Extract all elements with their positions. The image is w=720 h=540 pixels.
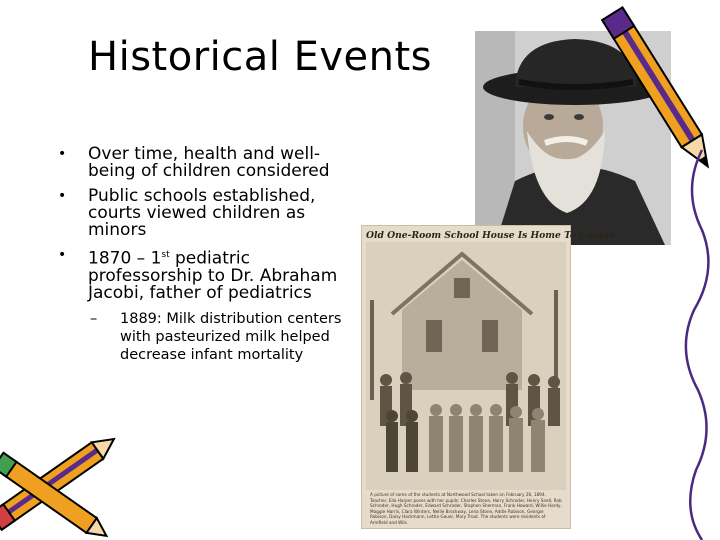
bullet-item bbox=[58, 146, 348, 180]
sub-bullet-text: 1889: Milk distribution centers with pasteurized milk helped decrease infant mortality bbox=[120, 310, 342, 363]
ordinal-superscript: st bbox=[161, 250, 170, 260]
newspaper-clipping bbox=[361, 225, 616, 529]
squiggle-line-icon bbox=[672, 150, 720, 540]
bullet-item bbox=[58, 188, 348, 239]
bullet-text-part: 1870 – 1 bbox=[88, 248, 162, 269]
bullet-marker: • bbox=[58, 247, 67, 263]
clipping-caption: A picture of some of the students at Northwood School taken on February 26, 1894. Teacher, Ella Harper poses with her pupils: Charles Stone, Harry Schroder, Henry Snell, Rob Schroder, Hugh Schroder, Edward Schroder, Stephen Sherman, Frank Howard, Willie Hardy, Maggie Harris, Clara Winters, Nellie Brockway, Lena Stone, Addie Robison, Georgie Robison, Daisy Hackmann, Lettie Gauer, Mary Trout. The students were residents of Armfield and Wils. bbox=[370, 492, 562, 525]
clipping-headline: Old One-Room School House Is Home To Couple bbox=[366, 230, 616, 241]
bullet-marker: • bbox=[58, 146, 67, 162]
bullet-item bbox=[58, 247, 348, 364]
pencils-icon bbox=[0, 430, 115, 540]
bullet-text: Over time, health and well-being of children considered bbox=[88, 144, 330, 181]
school-photo bbox=[362, 240, 570, 500]
bullet-text: Public schools established, courts viewed children as minors bbox=[88, 186, 316, 240]
sub-bullet-item bbox=[88, 310, 348, 364]
sub-bullet-list bbox=[88, 310, 348, 364]
sub-bullet-marker: – bbox=[90, 310, 98, 327]
bullet-marker: • bbox=[58, 188, 67, 204]
bullet-text-part: pediatric professorship to Dr. Abraham Jacobi, father of pediatrics bbox=[88, 248, 338, 303]
bullet-list bbox=[58, 146, 348, 372]
slide-title: Historical Events bbox=[88, 34, 433, 80]
